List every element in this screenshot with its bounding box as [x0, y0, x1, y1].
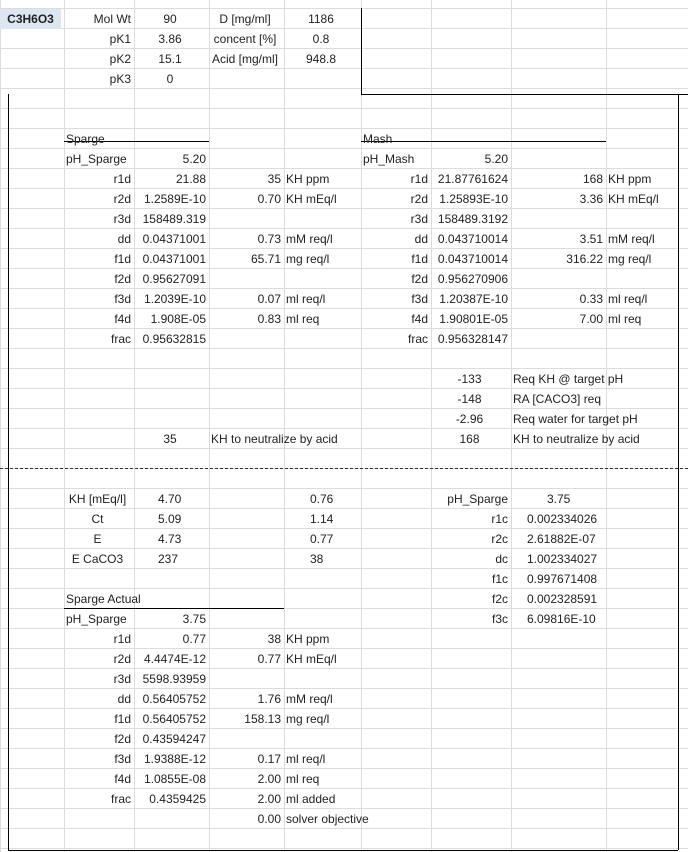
sparge-row-label[interactable]: r2d	[113, 192, 131, 206]
mash-row-result[interactable]: 316.22	[566, 252, 603, 266]
sparge-actual-row-unit[interactable]: ml added	[286, 792, 336, 806]
grid-row-line	[0, 848, 688, 849]
mash-req-label[interactable]: KH to neutralize by acid	[513, 432, 640, 446]
sparge-actual-row-label[interactable]: f4d	[114, 772, 131, 786]
sparge-c-row-label[interactable]: f1c	[491, 572, 508, 586]
mash-row-unit[interactable]: ml req/l	[608, 292, 648, 306]
sparge-row-value[interactable]: 1.908E-05	[150, 312, 206, 326]
mash-row-result[interactable]: 0.33	[579, 292, 603, 306]
sparge-row-label[interactable]: f1d	[114, 252, 131, 266]
sparge-actual-row-label[interactable]: f2d	[114, 732, 131, 746]
sparge-c-row-value[interactable]: 0.002328591	[527, 592, 598, 606]
sparge-row-unit[interactable]: ml req	[286, 312, 320, 326]
mash-row-unit[interactable]: KH mEq/l	[608, 192, 659, 206]
sparge-c-row-value[interactable]: 1.002334027	[527, 552, 598, 566]
sparge-actual-row-result[interactable]: 2.00	[257, 792, 281, 806]
header-value[interactable]: 90	[163, 12, 177, 26]
sparge-c-row-value[interactable]: 0.997671408	[527, 572, 598, 586]
mash-row-value[interactable]: 0.043710014	[437, 232, 508, 246]
sparge-row-result[interactable]: 65.71	[250, 252, 281, 266]
sparge-row-result[interactable]: 0.73	[257, 232, 281, 246]
sparge-actual-row-result[interactable]: 2.00	[257, 772, 281, 786]
sparge-row-unit[interactable]: mg req/l	[286, 252, 330, 266]
sparge-neutralize-label[interactable]: KH to neutralize by acid	[211, 432, 338, 446]
header-param-label[interactable]: Acid [mg/ml]	[211, 52, 278, 66]
mash-req-label[interactable]: RA [CACO3] req	[513, 392, 602, 406]
sparge-row-label[interactable]: f4d	[114, 312, 131, 326]
kh-row-value[interactable]: 4.70	[158, 492, 182, 506]
grid-row-line	[0, 108, 688, 109]
sparge-ph-value[interactable]: 5.20	[182, 152, 206, 166]
sparge-actual-row-label[interactable]: r3d	[113, 672, 131, 686]
sparge-actual-ph-value[interactable]: 3.75	[182, 612, 206, 626]
mash-req-value[interactable]: -148	[457, 392, 482, 406]
sparge-row-label[interactable]: f3d	[114, 292, 131, 306]
mash-row-value[interactable]: 1.25893E-10	[439, 192, 508, 206]
sparge-actual-ph-label[interactable]: pH_Sparge	[66, 612, 127, 626]
sparge-actual-row-result[interactable]: 1.76	[257, 692, 281, 706]
mash-row-result[interactable]: 7.00	[579, 312, 603, 326]
sparge-row-result[interactable]: 0.83	[257, 312, 281, 326]
mash-row-unit[interactable]: mM req/l	[608, 232, 655, 246]
sparge-actual-row-value[interactable]: 0.56405752	[142, 692, 206, 706]
sparge-c-ph-value[interactable]: 3.75	[547, 492, 571, 506]
mash-row-value[interactable]: 158489.3192	[437, 212, 508, 226]
header-value[interactable]: 0	[166, 72, 174, 86]
sparge-row-value[interactable]: 1.2589E-10	[143, 192, 206, 206]
header-label[interactable]: pK1	[109, 32, 131, 46]
header-box-right	[361, 8, 362, 94]
sparge-row-label[interactable]: f2d	[114, 272, 131, 286]
sparge-c-row-label[interactable]: f2c	[491, 592, 508, 606]
sparge-actual-row-label[interactable]: r1d	[113, 632, 131, 646]
header-label[interactable]: pK3	[109, 72, 131, 86]
sparge-actual-row-result[interactable]: 38	[267, 632, 281, 646]
sparge-actual-row-unit[interactable]: KH mEq/l	[286, 652, 337, 666]
sparge-actual-row-unit[interactable]: KH ppm	[286, 632, 330, 646]
sparge-row-label[interactable]: r3d	[113, 212, 131, 226]
sparge-actual-row-result[interactable]: 158.13	[244, 712, 281, 726]
mash-row-label[interactable]: frac	[407, 332, 428, 346]
sparge-actual-row-unit[interactable]: ml req/l	[286, 752, 326, 766]
sparge-actual-row-unit[interactable]: ml req	[286, 772, 320, 786]
kh-row-alt-value[interactable]: 0.77	[310, 532, 334, 546]
kh-row-alt-value[interactable]: 38	[310, 552, 324, 566]
sparge-actual-row-result[interactable]: 0.77	[257, 652, 281, 666]
mash-row-result[interactable]: 3.51	[579, 232, 603, 246]
sparge-c-row-label[interactable]: dc	[495, 552, 508, 566]
sparge-row-value[interactable]: 0.04371001	[142, 232, 206, 246]
sparge-row-value[interactable]: 158489.319	[142, 212, 206, 226]
header-param-value[interactable]: 948.8	[305, 52, 337, 66]
header-value[interactable]: 15.1	[158, 52, 182, 66]
sparge-actual-row-unit[interactable]: mM req/l	[286, 692, 333, 706]
kh-row-alt-value[interactable]: 1.14	[310, 512, 334, 526]
mash-row-unit[interactable]: ml req	[608, 312, 642, 326]
header-param-label[interactable]: concent [%]	[213, 32, 277, 46]
mash-row-value[interactable]: 1.20387E-10	[439, 292, 508, 306]
sparge-actual-row-label[interactable]: r2d	[113, 652, 131, 666]
sparge-actual-title[interactable]: Sparge Actual	[66, 592, 141, 606]
header-label[interactable]: Mol Wt	[93, 12, 131, 26]
sparge-c-row-value[interactable]: 2.61882E-07	[527, 532, 596, 546]
sparge-c-row-value[interactable]: 6.09816E-10	[527, 612, 596, 626]
header-param-value[interactable]: 1186	[308, 12, 334, 26]
left-border	[8, 94, 9, 850]
mash-req-label[interactable]: Req KH @ target pH	[513, 372, 624, 386]
sparge-actual-row-unit[interactable]: mg req/l	[286, 712, 330, 726]
section-divider	[0, 468, 688, 469]
sparge-neutralize-value[interactable]: 35	[163, 432, 177, 446]
sparge-row-result[interactable]: 35	[267, 172, 281, 186]
sparge-actual-row-label[interactable]: dd	[117, 692, 131, 706]
mash-row-label[interactable]: f1d	[411, 252, 428, 266]
kh-row-value[interactable]: 5.09	[158, 512, 182, 526]
sparge-row-label[interactable]: r1d	[113, 172, 131, 186]
mash-req-value[interactable]: -133	[457, 372, 482, 386]
mash-row-label[interactable]: f3d	[411, 292, 428, 306]
sparge-actual-row-value[interactable]: 0.4359425	[149, 792, 206, 806]
mash-row-unit[interactable]: KH ppm	[608, 172, 652, 186]
sparge-c-row-label[interactable]: r1c	[491, 512, 508, 526]
sparge-row-label[interactable]: dd	[117, 232, 131, 246]
header-label[interactable]: pK2	[109, 52, 131, 66]
kh-row-label[interactable]: E CaCO3	[71, 552, 124, 566]
sparge-title[interactable]: Sparge	[66, 132, 105, 146]
mash-row-value[interactable]: 21.87761624	[437, 172, 508, 186]
sparge-ph-label[interactable]: pH_Sparge	[66, 152, 127, 166]
sparge-row-unit[interactable]: KH mEq/l	[286, 192, 337, 206]
sparge-actual-row-value[interactable]: 0.77	[182, 632, 206, 646]
mash-row-value[interactable]: 0.956270906	[437, 272, 508, 286]
sparge-row-label[interactable]: frac	[110, 332, 131, 346]
sparge-actual-row-result[interactable]: 0.00	[257, 812, 281, 826]
sparge-c-ph-label[interactable]: pH_Sparge	[447, 492, 508, 506]
mash-row-value[interactable]: 0.043710014	[437, 252, 508, 266]
sparge-actual-row-value[interactable]: 0.56405752	[142, 712, 206, 726]
kh-row-alt-value[interactable]: 0.76	[310, 492, 334, 506]
sparge-actual-row-value[interactable]: 1.9388E-12	[143, 752, 206, 766]
sparge-c-row-label[interactable]: f3c	[491, 612, 508, 626]
mash-row-label[interactable]: r3d	[410, 212, 428, 226]
sparge-row-result[interactable]: 0.70	[257, 192, 281, 206]
sparge-row-unit[interactable]: mM req/l	[286, 232, 333, 246]
kh-row-value[interactable]: 4.73	[158, 532, 182, 546]
header-param-value[interactable]: 0.8	[312, 32, 330, 46]
sparge-c-row-value[interactable]: 0.002334026	[527, 512, 598, 526]
sparge-actual-row-value[interactable]: 0.43594247	[142, 732, 206, 746]
sparge-actual-row-unit[interactable]: solver objective	[286, 812, 369, 826]
kh-row-label[interactable]: KH [mEq/l]	[68, 492, 127, 506]
mash-row-value[interactable]: 0.956328147	[437, 332, 508, 346]
mash-row-label[interactable]: r2d	[410, 192, 428, 206]
header-value[interactable]: 3.86	[158, 32, 182, 46]
sparge-actual-row-value[interactable]: 5598.93959	[142, 672, 206, 686]
sparge-c-row-label[interactable]: r2c	[491, 532, 508, 546]
kh-row-label[interactable]: E	[93, 532, 102, 546]
mash-row-result[interactable]: 3.36	[579, 192, 603, 206]
sparge-actual-row-label[interactable]: frac	[110, 792, 131, 806]
mash-row-label[interactable]: r1d	[410, 172, 428, 186]
mash-req-value[interactable]: 168	[459, 432, 480, 446]
mash-ph-label[interactable]: pH_Mash	[363, 152, 415, 166]
sparge-actual-row-label[interactable]: f1d	[114, 712, 131, 726]
header-param-label[interactable]	[209, 69, 281, 89]
sparge-row-value[interactable]: 0.04371001	[142, 252, 206, 266]
sparge-row-unit[interactable]: ml req/l	[286, 292, 326, 306]
header-param-value[interactable]	[284, 69, 358, 89]
mash-row-label[interactable]: dd	[414, 232, 428, 246]
mash-row-result[interactable]: 168	[582, 172, 603, 186]
mash-ph-value[interactable]: 5.20	[484, 152, 508, 166]
header-param-label[interactable]: D [mg/ml]	[219, 12, 271, 26]
mash-title[interactable]: Mash	[363, 132, 393, 146]
mash-req-label[interactable]: Req water for target pH	[513, 412, 638, 426]
mash-row-label[interactable]: f4d	[411, 312, 428, 326]
mash-row-label[interactable]: f2d	[411, 272, 428, 286]
bottom-border	[8, 850, 678, 851]
kh-row-value[interactable]: 237	[158, 552, 179, 566]
sparge-actual-row-label[interactable]: f3d	[114, 752, 131, 766]
sparge-row-result[interactable]: 0.07	[257, 292, 281, 306]
sparge-row-unit[interactable]: KH ppm	[286, 172, 330, 186]
sparge-actual-row-value[interactable]: 4.4474E-12	[143, 652, 206, 666]
sparge-actual-row-result[interactable]: 0.17	[257, 752, 281, 766]
sparge-row-value[interactable]: 0.95632815	[142, 332, 206, 346]
kh-row-label[interactable]: Ct	[91, 512, 104, 526]
sparge-row-value[interactable]: 1.2039E-10	[143, 292, 206, 306]
header-box-bottom	[361, 94, 688, 95]
sparge-row-value[interactable]: 0.95627091	[142, 272, 206, 286]
sparge-actual-row-value[interactable]: 1.0855E-08	[143, 772, 206, 786]
mash-req-value[interactable]: -2.96	[455, 412, 484, 426]
mash-row-value[interactable]: 1.90801E-05	[439, 312, 508, 326]
formula-name-cell[interactable]: C3H6O3	[0, 9, 61, 29]
sparge-row-value[interactable]: 21.88	[175, 172, 206, 186]
mash-row-unit[interactable]: mg req/l	[608, 252, 652, 266]
